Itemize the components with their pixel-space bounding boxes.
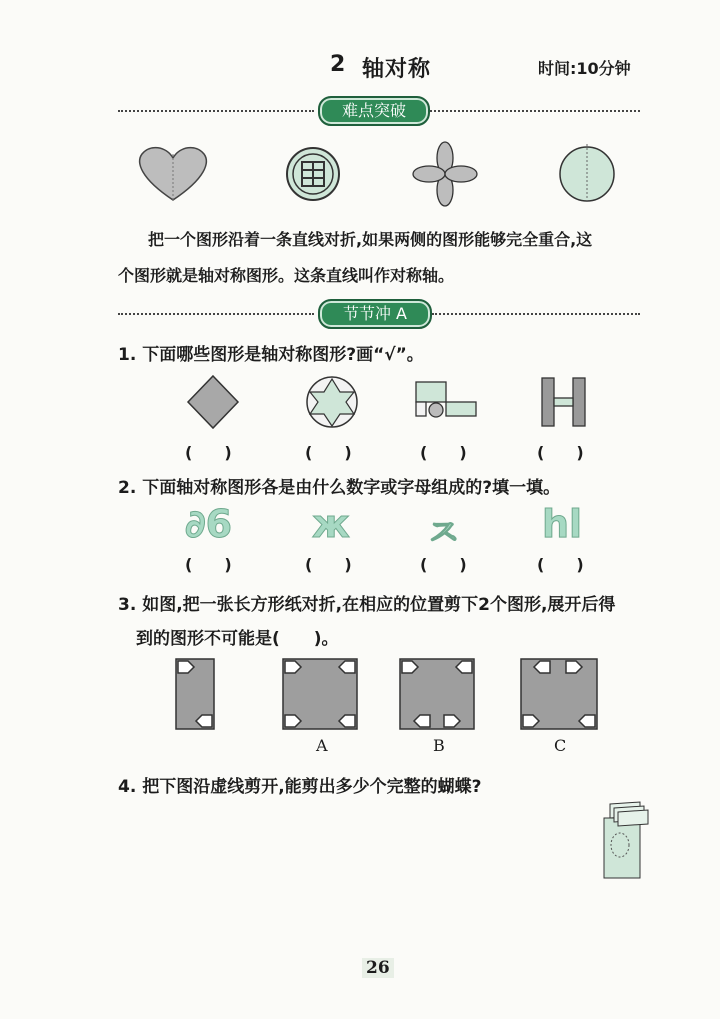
heart-figure	[140, 148, 207, 200]
question-3-line-2: 到的图形不可能是( )。	[136, 629, 339, 649]
lesson-number: 2	[330, 52, 346, 77]
diamond-figure	[188, 376, 238, 428]
example-figures	[130, 140, 630, 210]
q3-papers	[170, 655, 610, 735]
question-3-line-1: 3. 如图,把一张长方形纸对折,在相应的位置剪下2个图形,展开后得	[118, 595, 616, 615]
folded-butterfly-paper	[600, 800, 650, 882]
q1-figures	[180, 372, 600, 432]
question-1: 1. 下面哪些图形是轴对称图形?画“√”。	[118, 345, 424, 365]
section-label-difficult	[318, 96, 430, 126]
question-4: 4. 把下图沿虚线剪开,能剪出多少个完整的蝴蝶?	[118, 777, 482, 797]
intro-line-2: 个图形就是轴对称图形。这条直线叫作对称轴。	[118, 266, 455, 285]
star-in-circle-figure	[307, 377, 357, 427]
divider-right	[430, 110, 640, 112]
section-label-text: 难点突破	[341, 101, 406, 120]
option-a-label: A	[316, 736, 328, 755]
q2-blank-2[interactable]: ( )	[305, 555, 352, 574]
folded-paper	[176, 659, 214, 729]
q1-blank-2[interactable]: ( )	[305, 443, 352, 462]
flower-figure	[413, 142, 477, 206]
q1-blank-3[interactable]: ( )	[420, 443, 467, 462]
q2-glyph-3: ㅈ	[425, 511, 462, 555]
rect-circle-figure	[416, 382, 476, 417]
q2-glyph-4: hl	[542, 502, 583, 546]
question-2: 2. 下面轴对称图形各是由什么数字或字母组成的?填一填。	[118, 478, 561, 498]
circle-figure	[560, 144, 614, 204]
option-b-paper	[400, 659, 474, 729]
intro-line-1: 把一个图形沿着一条直线对折,如果两侧的图形能够完全重合,这	[148, 230, 593, 249]
q2-glyph-1: ∂6	[185, 502, 233, 546]
option-c-paper	[521, 659, 597, 729]
q2-blank-4[interactable]: ( )	[537, 555, 584, 574]
option-b-label: B	[433, 736, 445, 755]
q2-blank-3[interactable]: ( )	[420, 555, 467, 574]
coin-figure	[287, 148, 339, 200]
option-a-paper	[283, 659, 357, 729]
lesson-title: 轴对称	[362, 57, 432, 82]
page-number: 26	[362, 958, 394, 978]
q2-glyph-2: ж	[312, 502, 350, 546]
q1-blank-1[interactable]: ( )	[185, 443, 232, 462]
section-label-practice	[318, 299, 432, 329]
h-shape-figure	[542, 378, 585, 426]
divider-left-2	[118, 313, 314, 315]
option-c-label: C	[554, 736, 567, 755]
divider-left	[118, 110, 314, 112]
section-label-text: 节节冲 A	[342, 304, 408, 323]
time-limit: 时间:10分钟	[538, 59, 631, 78]
q1-blank-4[interactable]: ( )	[537, 443, 584, 462]
q2-blank-1[interactable]: ( )	[185, 555, 232, 574]
divider-right-2	[432, 313, 640, 315]
